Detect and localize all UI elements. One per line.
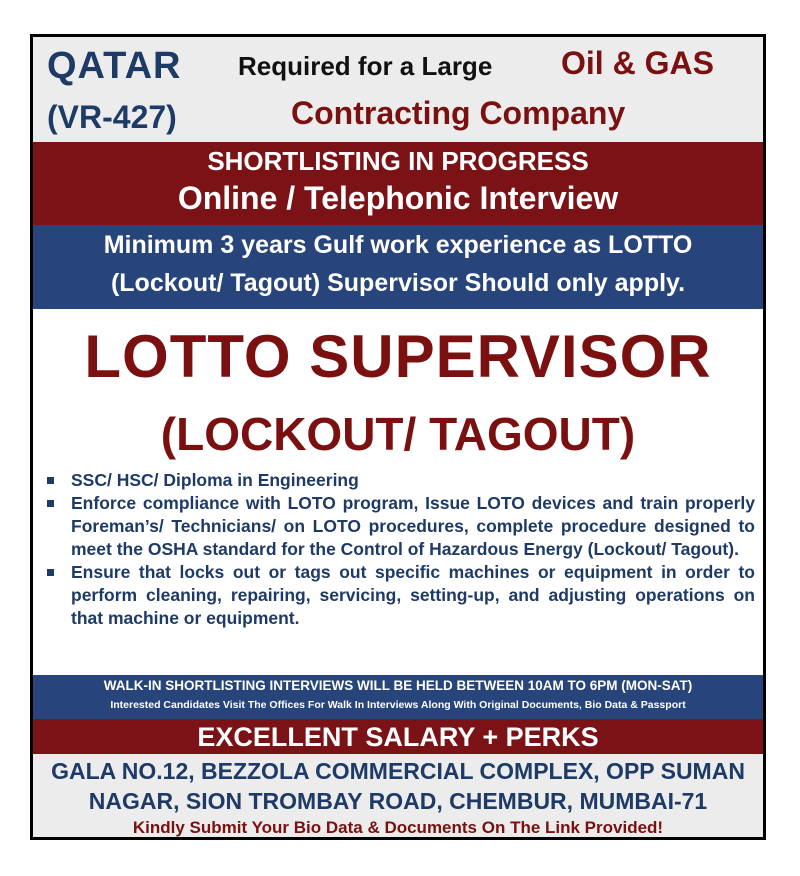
address-line-1: GALA NO.12, BEZZOLA COMMERCIAL COMPLEX, OPP SUMAN	[51, 758, 745, 784]
interview-type-text: Online / Telephonic Interview	[177, 180, 619, 216]
bullet-icon	[47, 477, 54, 484]
shortlisting-text: SHORTLISTING IN PROGRESS	[207, 146, 589, 176]
list-item-text: SSC/ HSC/ Diploma in Engineering	[71, 470, 359, 490]
requirement-line-2: (Lockout/ Tagout) Supervisor Should only apply.	[110, 269, 686, 297]
salary-banner	[33, 719, 763, 754]
job-title: LOTTO SUPERVISOR	[84, 323, 712, 390]
header	[33, 37, 763, 142]
industry-text: Oil & GAS	[561, 45, 714, 81]
list-item-text: Ensure that locks out or tags out specific machines or equipment in order to perform cleaning, repairing, servicing, setting-up, and adjusting operations on that machine or equipment.	[71, 562, 755, 628]
list-item-text: Enforce compliance with LOTO program, Issue LOTO devices and train properly Foreman’s/ Technicians/ on LOTO procedures, complete procedure designed to meet the OSHA standard for the Control of Hazardous Energy (Lockout/ Tagout).	[71, 493, 755, 559]
walkin-line-2: Interested Candidates Visit The Offices For Walk In Interviews Along With Original Documents, Bio Data & Passport	[110, 699, 686, 711]
company-text: Contracting Company	[291, 95, 626, 131]
requirement-banner	[33, 225, 763, 309]
address-line-2: NAGAR, SION TROMBAY ROAD, CHEMBUR, MUMBAI-71	[88, 788, 708, 814]
list-item	[45, 561, 755, 630]
job-ad	[30, 34, 766, 840]
salary-text: EXCELLENT SALARY + PERKS	[197, 722, 599, 752]
bullet-icon	[47, 500, 54, 507]
list-item	[45, 469, 755, 492]
job-subtitle: (LOCKOUT/ TAGOUT)	[160, 408, 636, 460]
duties-list	[45, 469, 755, 630]
walkin-banner	[33, 675, 763, 719]
submit-instruction: Kindly Submit Your Bio Data & Documents On The Link Provided!	[132, 818, 664, 837]
address-block	[33, 754, 763, 837]
reference-code: (VR-427)	[47, 99, 177, 135]
requirement-line-1: Minimum 3 years Gulf work experience as LOTTO	[103, 231, 693, 259]
walkin-line-1: WALK-IN SHORTLISTING INTERVIEWS WILL BE HELD BETWEEN 10AM TO 6PM (MON-SAT)	[103, 678, 693, 693]
list-item	[45, 492, 755, 561]
required-text: Required for a Large	[238, 51, 493, 81]
status-banner	[33, 142, 763, 225]
bullet-icon	[47, 569, 54, 576]
country-label: QATAR	[47, 45, 182, 87]
